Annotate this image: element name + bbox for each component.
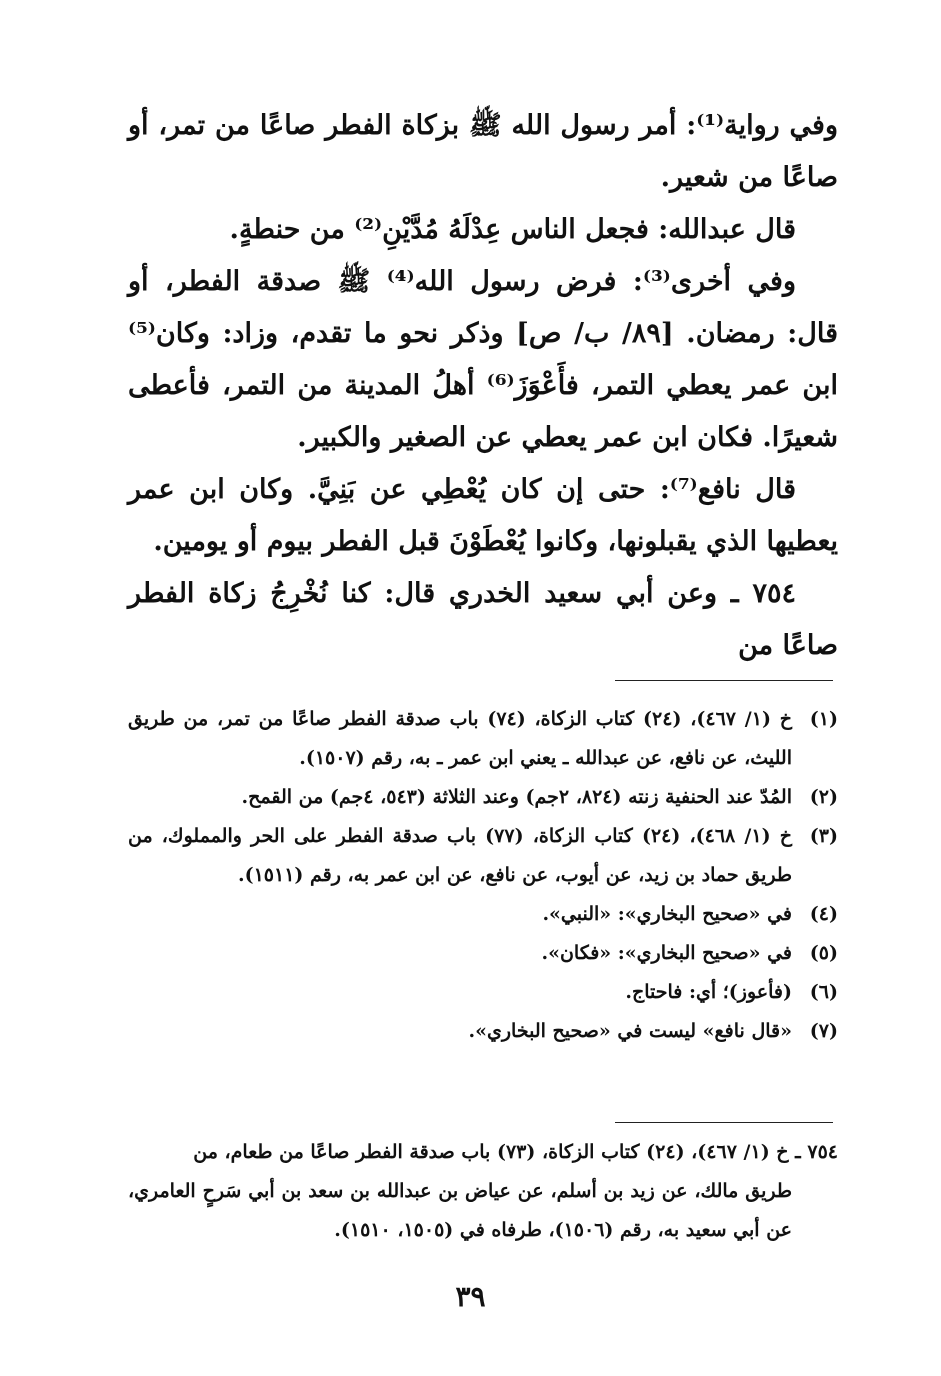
footnote-number: (٧) [809, 1020, 838, 1042]
footnote-line: (فأعوز)؛ أي: فاحتاج. [625, 981, 792, 1003]
takhrij-continuation [128, 1172, 838, 1250]
footnotes [128, 700, 838, 1051]
main-line: وفي رواية⁽¹⁾: أمر رسول الله ﷺ بزكاة الفطر صاعًا من تمر، أو صاعًا [128, 110, 838, 193]
main-line: الصغير والكبير. [297, 422, 467, 453]
takhrij-notes [128, 1133, 838, 1250]
footnote-text [128, 895, 792, 934]
main-line: ٧٥٤ ـ وعن أبي سعيد الخدري قال: كنا نُخْرِجُ زكاة الفطر صاعًا من [128, 578, 838, 661]
footnote [128, 1012, 838, 1051]
takhrij-line: العامري، عن أبي سعيد به، رقم (١٥٠٦)، طرفاه في (١٥٠٥، ١٥١٠). [128, 1180, 792, 1241]
page-number: ٣٩ [455, 1280, 486, 1313]
footnote-line: في «صحيح البخاري»: «النبي». [542, 903, 792, 925]
main-text [128, 100, 838, 672]
paragraph [128, 204, 838, 256]
takhrij-line: ٧٥٤ ـ خ (١/ ٤٦٧)، (٢٤) كتاب الزكاة، (٧٣) باب صدقة الفطر صاعًا من طعام، من [193, 1141, 838, 1163]
main-line: يقبلونها، وكانوا يُعْطَوْنَ قبل الفطر بيوم أو يومين. [153, 526, 697, 557]
main-line: وفي أخرى⁽³⁾: فرض رسول الله⁽⁴⁾ ﷺ صدقة الفطر، أو قال: رمضان. [128, 266, 838, 349]
hadith-754 [128, 568, 838, 672]
footnote-line: خ (١/ ٤٦٨)، (٢٤) كتاب الزكاة، (٧٧) باب صدقة الفطر على الحر والمملوك، [161, 825, 792, 847]
main-line: من شعير. [660, 162, 774, 193]
footnote [128, 700, 838, 778]
footnote [128, 778, 838, 817]
main-line: [٨٩/ ب/ ص] وذكر نحو ما تقدم، وزاد: وكان⁽⁵⁾ ابن عمر يعطي التمر، [128, 318, 838, 401]
footnote-number: (٤) [809, 903, 838, 925]
footnote [128, 973, 838, 1012]
footnote-number: (٥) [809, 942, 838, 964]
takhrij-754 [128, 1133, 838, 1250]
main-line: فأَعْوَزَ⁽⁶⁾ أهلُ المدينة من التمر، فأعطى شعيرًا. فكان ابن عمر يعطي عن [128, 370, 838, 453]
footnote-number: (٣) [809, 825, 838, 847]
footnote-number: (١) [809, 708, 838, 730]
footnote-text [128, 817, 792, 895]
footnote-text [128, 700, 792, 778]
footnote-text [128, 973, 792, 1012]
footnote-line: طريق الليث، عن نافع، عن عبدالله ـ يعني ابن عمر ـ به، رقم (١٥٠٧). [128, 708, 792, 769]
footnote-text [128, 1012, 792, 1051]
paragraph [128, 464, 838, 568]
footnote-number: (٢) [809, 786, 838, 808]
footnote-line: في «صحيح البخاري»: «فكان». [541, 942, 792, 964]
footnote-text [128, 778, 792, 817]
paragraph [128, 100, 838, 204]
main-line: قال عبدالله: فجعل الناس عِدْلَهُ مُدَّيْنِ⁽²⁾ من حنطةٍ. [229, 214, 796, 245]
footnote-number: (٦) [809, 981, 838, 1003]
footnote-divider [615, 680, 833, 681]
footnote-line: من طريق حماد بن زيد، عن أيوب، عن نافع، عن ابن عمر به، رقم (١٥١١). [128, 825, 792, 886]
footnote [128, 934, 838, 973]
footnote-line: خ (١/ ٤٦٧)، (٢٤) كتاب الزكاة، (٧٤) باب صدقة الفطر صاعًا من تمر، من [183, 708, 792, 730]
paragraph [128, 256, 838, 464]
footnote [128, 817, 838, 895]
footnote-line: المُدّ عند الحنفية زنته (٨٢٤، ٢جم) وعند الثلاثة (٥٤٣، ٤جم) من القمح. [241, 786, 792, 808]
footnote-line: «قال نافع» ليست في «صحيح البخاري». [468, 1020, 792, 1042]
takhrij-divider [615, 1122, 833, 1123]
main-line: قال نافع⁽⁷⁾: حتى إن كان يُعْطِي عن بَنِيَّ. وكان ابن عمر يعطيها الذي [128, 474, 838, 557]
footnote-text [128, 934, 792, 973]
takhrij-line: طريق مالك، عن زيد بن أسلم، عن عياض بن عبدالله بن سعد بن أبي سَرحٍ [202, 1180, 792, 1202]
footnote [128, 895, 838, 934]
